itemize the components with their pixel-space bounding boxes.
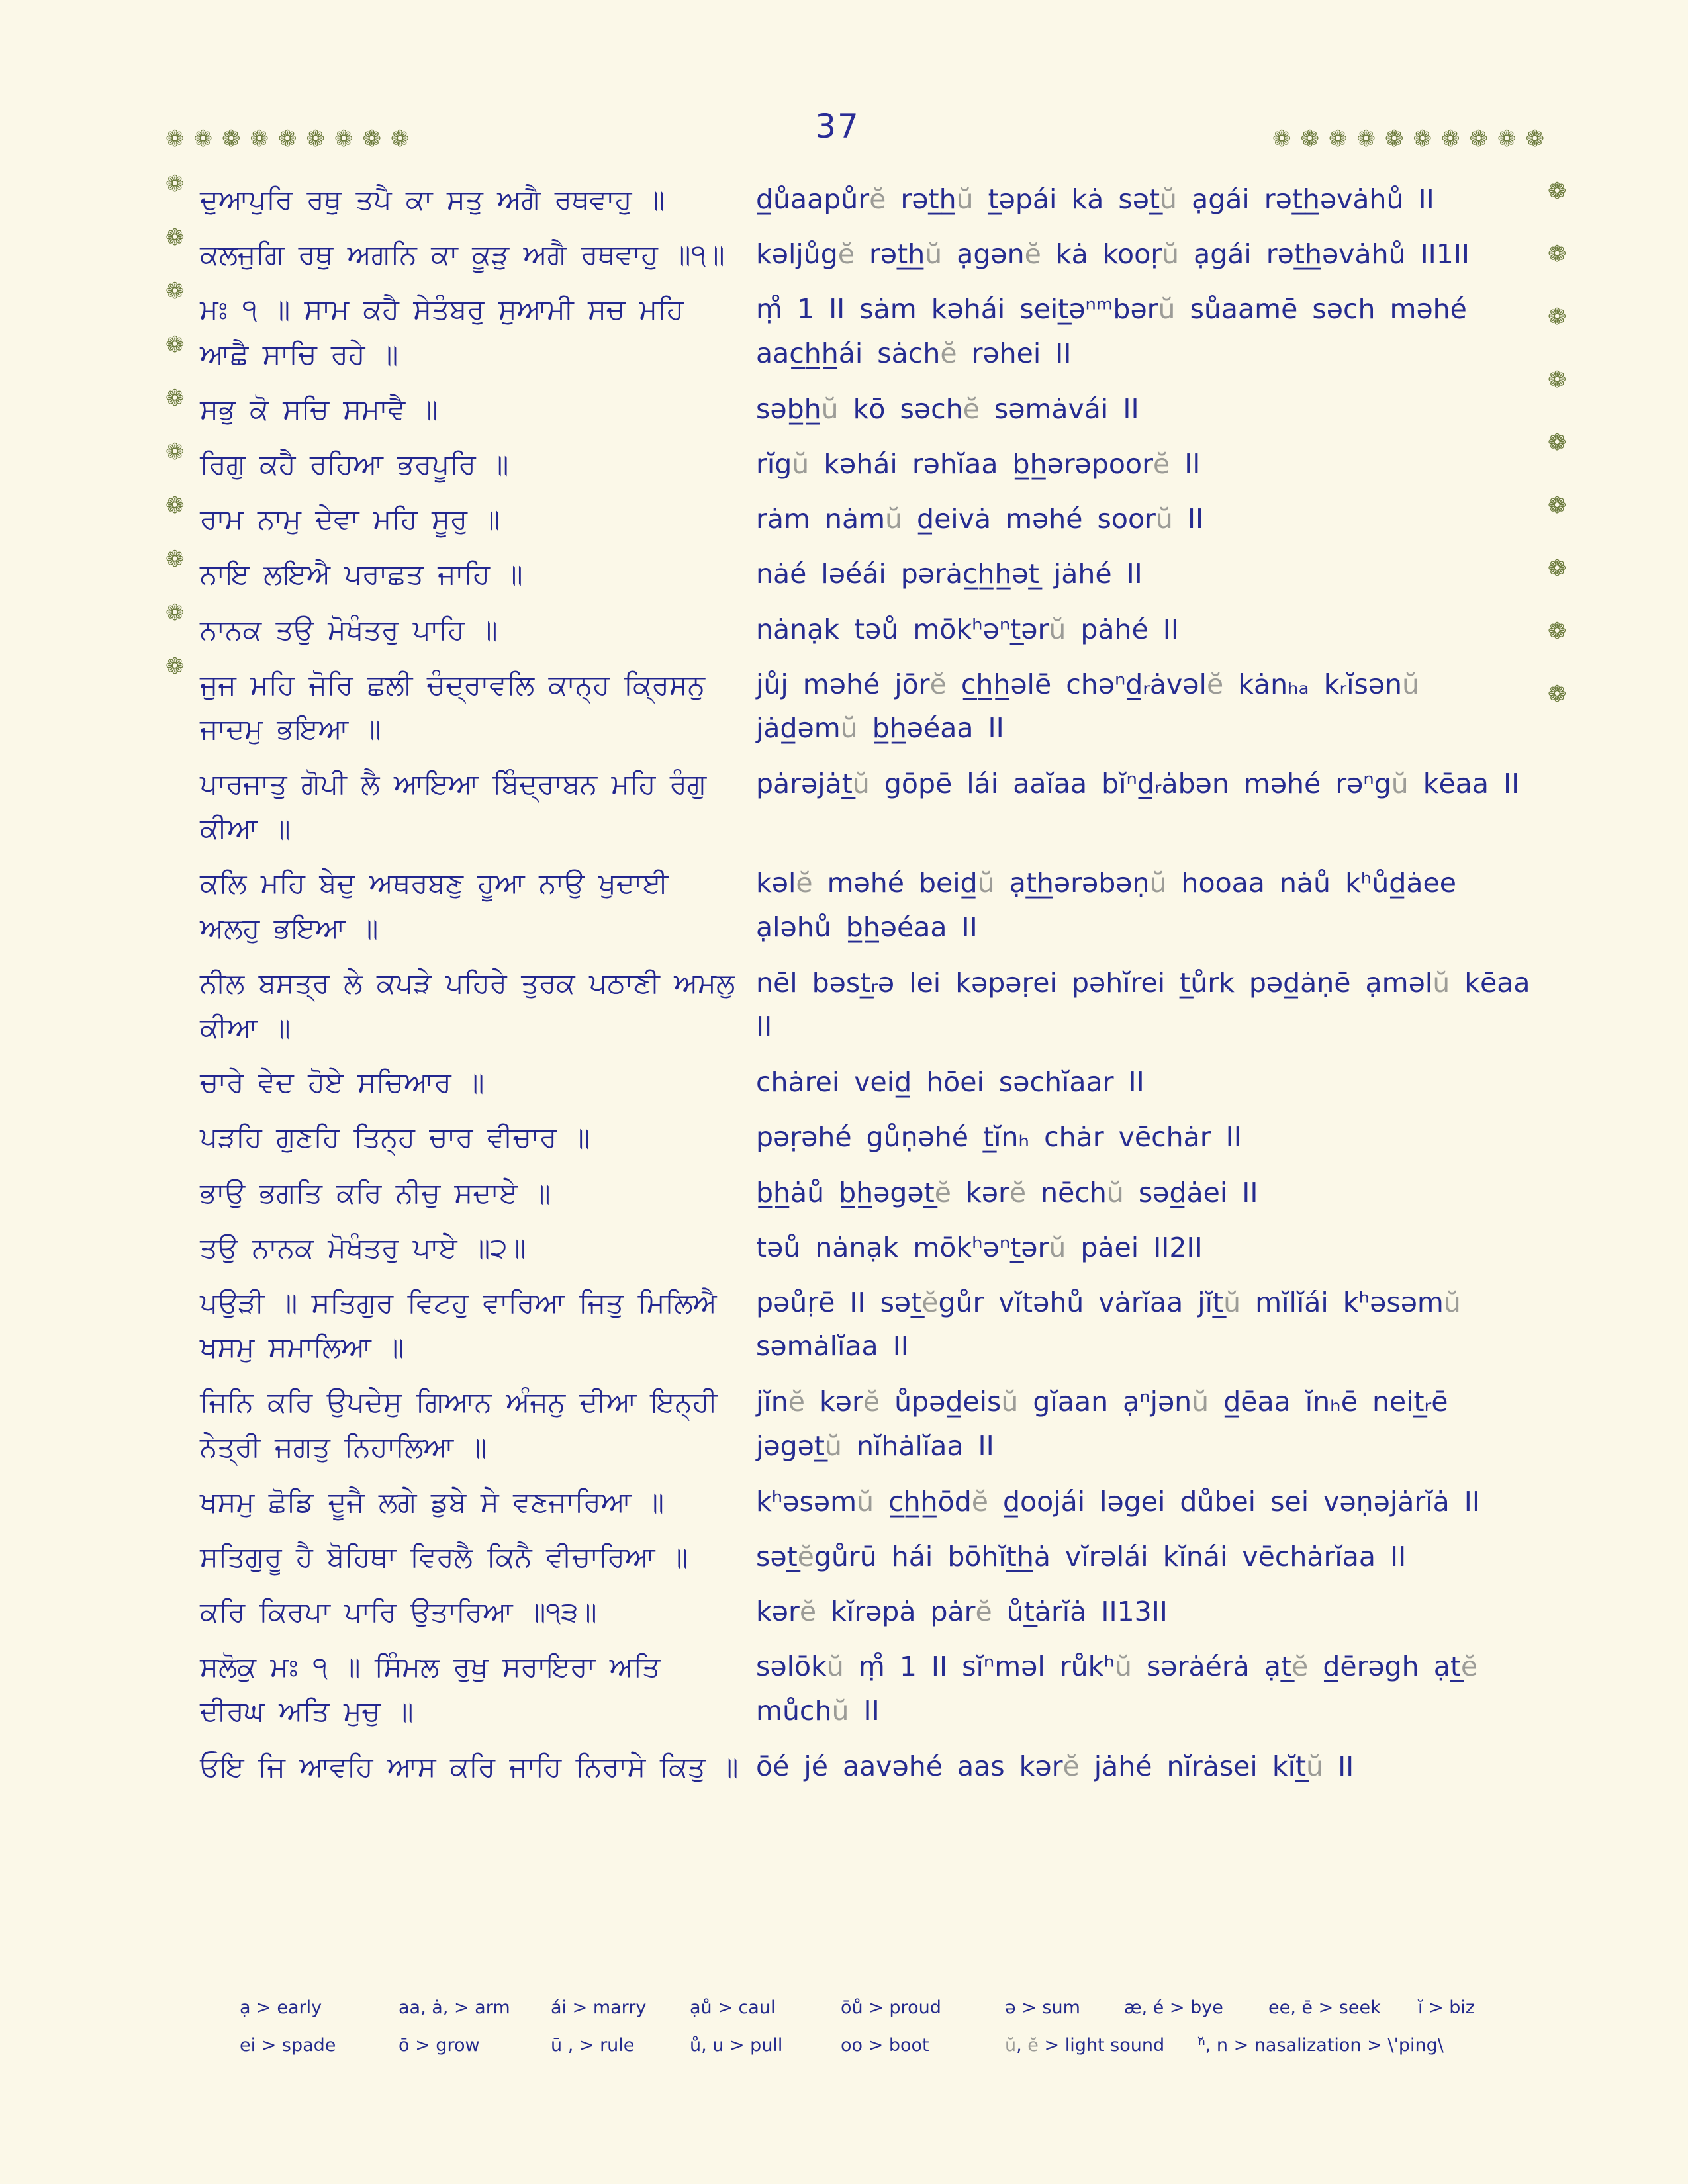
- flower-ornament-icon: ❁: [1548, 430, 1567, 456]
- light-sound-letter: ĕ: [1460, 1651, 1478, 1683]
- verse-gurmukhi: ਰਿਗੁ ਕਹੈ ਰਹਿਆ ਭਰਪੂਰਿ ॥: [200, 447, 509, 480]
- verse-row: [200, 662, 1530, 751]
- verse-row: [200, 762, 1530, 850]
- verse-gurmukhi: ਪੜਹਿ ਗੁਣਹਿ ਤਿਨ੍ਹ ਚਾਰ ਵੀਚਾਰ ॥: [200, 1121, 590, 1154]
- light-sound-letter: ĕ: [797, 1540, 814, 1572]
- verse-row: [200, 497, 1530, 541]
- flower-ornament-icon: ❁: [1300, 126, 1329, 152]
- flower-ornament-icon: ❁: [362, 126, 391, 152]
- light-sound-letter: ŭ: [1391, 768, 1409, 800]
- flower-ornament-icon: ❁: [193, 126, 222, 152]
- verse-row: [200, 1645, 1530, 1733]
- verse-gurmukhi: ਪਾਰਜਾਤੁ ਗੋਪੀ ਲੈ ਆਇਆ ਬਿੰਦ੍ਰਾਬਨ ਮਹਿ ਰੰਗੁ ਕੀਆ ॥: [200, 768, 707, 845]
- flower-ornament-icon: ❁: [1548, 681, 1567, 707]
- verse-gurmukhi: ਨਾਇ ਲਇਐ ਪਰਾਛਤ ਜਾਹਿ ॥: [200, 558, 523, 591]
- pronunciation-key-entry: ee, ē > seek: [1268, 1997, 1381, 2018]
- flower-ornament-icon: ❁: [306, 126, 334, 152]
- flower-ornament-icon: ❁: [391, 126, 419, 152]
- light-sound-letter: ĕ: [971, 1485, 988, 1518]
- verse-gurmukhi: ਮਃ ੧ ॥ ਸਾਮ ਕਹੈ ਸੇਤੰਬਰੁ ਸੁਆਮੀ ਸਚ ਮਹਿ ਆਛੈ ਸਾਚਿ ਰਹੇ ॥: [200, 293, 684, 371]
- verse-transliteration: rĭgŭ kəhái rəhĭaa b̲h̲ərəpoorĕ II: [756, 447, 1201, 480]
- pronunciation-key-entry: ⁿ̆, n > nasalization > \ˈping\: [1198, 2035, 1444, 2056]
- light-sound-letter: ĕ: [1206, 668, 1224, 700]
- verse-row: [200, 552, 1530, 596]
- pronunciation-key-entry: aa, ȧ, > arm: [399, 1997, 510, 2018]
- verse-row: [200, 1115, 1530, 1160]
- verse-transliteration: təů nȧnạk mōkʰəⁿt̲ərŭ pȧei II2II: [756, 1231, 1203, 1263]
- pronunciation-key-entry: ĭ > biz: [1418, 1997, 1476, 2018]
- light-sound-letter: ŭ: [1160, 183, 1178, 215]
- flower-ornament-icon: ❁: [165, 439, 185, 465]
- pronunciation-key-row-2: [240, 2035, 1471, 2056]
- pronunciation-key-entry: ů, u > pull: [690, 2035, 783, 2056]
- light-sound-letter: ŭ: [826, 1651, 844, 1683]
- pronunciation-key-entry: ái > marry: [551, 1997, 647, 2018]
- flower-ornament-icon: ❁: [1441, 126, 1470, 152]
- light-sound-letter: ŭ: [1115, 1651, 1132, 1683]
- verse-transliteration: jůj məhé jōrĕ c̲h̲h̲əlē chəⁿd̲ᵣȧvəlĕ kȧnₕₐ kᵣĭsənŭ jȧd̲əmŭ b̲h̲əéaa II: [756, 668, 1420, 745]
- verse-row: [200, 232, 1530, 277]
- verse-transliteration: kəlĕ məhé beid̲ŭ ạt̲h̲ərəbəṇŭ hooaa nȧů kʰůd̲ȧee ạləhů b̲h̲əéaa II: [756, 867, 1456, 943]
- verse-gurmukhi: ਨੀਲ ਬਸਤ੍ਰ ਲੇ ਕਪੜੇ ਪਹਿਰੇ ਤੁਰਕ ਪਠਾਣੀ ਅਮਲੁ ਕੀਆ ॥: [200, 966, 735, 1044]
- flower-ornament-icon: ❁: [1548, 241, 1567, 267]
- verse-gurmukhi: ਸਭੁ ਕੋ ਸਚਿ ਸਮਾਵੈ ॥: [200, 392, 438, 426]
- light-sound-letter: ŭ: [1049, 613, 1066, 645]
- verse-row: [200, 1745, 1530, 1789]
- verse-gurmukhi: ਸਤਿਗੁਰੂ ਹੈ ਬੋਹਿਥਾ ਵਿਰਲੈ ਕਿਨੈ ਵੀਚਾਰਿਆ ॥: [200, 1540, 688, 1573]
- verse-row: [200, 287, 1530, 376]
- verse-row: [200, 1535, 1530, 1579]
- verse-transliteration: kərĕ kĭrəpȧ pȧrĕ ůt̲ȧrĭȧ II13II: [756, 1596, 1168, 1628]
- verse-transliteration: pəṛəhé gůṇəhé t̲ĭnₕ chȧr vēchȧr II: [756, 1121, 1242, 1154]
- light-sound-letter: ĕ: [799, 1596, 817, 1628]
- light-sound-letter: ŭ: [1402, 668, 1420, 700]
- flower-ornament-icon: ❁: [334, 126, 363, 152]
- verse-row: [200, 442, 1530, 486]
- flower-ornament-icon: ❁: [165, 224, 185, 251]
- light-sound-letter: ĕ: [1027, 2035, 1039, 2056]
- flower-ornament-icon: ❁: [1329, 126, 1357, 152]
- flower-ornament-icon: ❁: [1548, 618, 1567, 645]
- light-sound-letter: ŭ: [821, 392, 839, 425]
- verse-gurmukhi: ਸਲੋਕੁ ਮਃ ੧ ॥ ਸਿੰਮਲ ਰੁਖੁ ਸਰਾਇਰਾ ਅਤਿ ਦੀਰਘ ਅਤਿ ਮੁਚੁ ॥: [200, 1651, 661, 1728]
- verse-row: [200, 861, 1530, 950]
- light-sound-letter: ŭ: [857, 1485, 874, 1518]
- light-sound-letter: ŭ: [792, 447, 810, 480]
- light-sound-letter: ĕ: [929, 668, 947, 700]
- flower-ornament-column-left: [165, 158, 185, 694]
- verse-row: [200, 961, 1530, 1050]
- verse-gurmukhi: ਕਲਜੁਗਿ ਰਥੁ ਅਗਨਿ ਕਾ ਕੂੜੁ ਅਗੈ ਰਥਵਾਹੁ ॥੧॥: [200, 238, 725, 271]
- verse-row: [200, 1226, 1530, 1270]
- verse-transliteration: jĭnĕ kərĕ ůpəd̲eisŭ gĭaan ạⁿjənŭ d̲ēaa ĭnₕē neit̲ᵣē jəgət̲ŭ nĭhȧlĭaa II: [756, 1386, 1448, 1462]
- flower-ornament-icon: ❁: [222, 126, 250, 152]
- pronunciation-key-entry: æ, é > bye: [1124, 1997, 1223, 2018]
- verse-row: [200, 177, 1530, 222]
- verse-transliteration: nȧé ləéái pərȧc̲h̲h̲ət̲ jȧhé II: [756, 558, 1143, 590]
- pronunciation-key-entry: ŭ, ĕ > light sound: [1005, 2035, 1165, 2056]
- flower-ornament-icon: ❁: [1469, 126, 1497, 152]
- flower-ornament-row-top-left: [165, 126, 419, 152]
- light-sound-letter: ŭ: [1162, 238, 1180, 271]
- verse-transliteration: sət̲ĕgůrū hái bōhĭt̲h̲ȧ vĭrəlái kĭnái vēchȧrĭaa II: [756, 1540, 1407, 1572]
- light-sound-letter: ŭ: [1223, 1286, 1241, 1318]
- flower-ornament-icon: ❁: [1497, 126, 1526, 152]
- flower-ornament-icon: ❁: [1548, 492, 1567, 519]
- light-sound-letter: ĕ: [1152, 447, 1170, 480]
- light-sound-letter: ĕ: [934, 1176, 951, 1208]
- flower-ornament-icon: ❁: [165, 126, 194, 152]
- flower-ornament-icon: ❁: [1385, 126, 1413, 152]
- light-sound-letter: ĕ: [975, 1596, 992, 1628]
- verse-gurmukhi: ਪਉੜੀ ॥ ਸਤਿਗੁਰ ਵਿਟਹੁ ਵਾਰਿਆ ਜਿਤੁ ਮਿਲਿਐ ਖਸਮੁ ਸਮਾਲਿਆ ॥: [200, 1286, 717, 1364]
- verse-transliteration: b̲h̲ȧů b̲h̲əgət̲ĕ kərĕ nēchŭ səd̲ȧei II: [756, 1176, 1258, 1208]
- verse-transliteration: kəljůgĕ rət̲h̲ŭ ạgənĕ kȧ kooṛŭ ạgái rət̲h̲əvȧhů II1II: [756, 238, 1470, 271]
- verse-gurmukhi: ਤਉ ਨਾਨਕ ਮੋਖੰਤਰੁ ਪਾਏ ॥੨॥: [200, 1231, 526, 1264]
- flower-ornament-icon: ❁: [165, 171, 185, 197]
- light-sound-letter: ŭ: [831, 1694, 849, 1727]
- light-sound-letter: ŭ: [1192, 1386, 1209, 1418]
- flower-ornament-icon: ❁: [1548, 555, 1567, 582]
- verse-transliteration: rȧm nȧmŭ d̲eivȧ məhé soorŭ II: [756, 503, 1204, 535]
- pronunciation-key-entry: ə > sum: [1005, 1997, 1080, 2018]
- page-number: 37: [815, 107, 860, 146]
- light-sound-letter: ŭ: [1049, 1231, 1066, 1263]
- verse-transliteration: kʰəsəmŭ c̲h̲h̲ōdĕ d̲oojái ləgei důbei sei vəṇəjȧrĭȧ II: [756, 1485, 1480, 1518]
- verse-transliteration: ṃ̊ 1 II sȧm kəhái seit̲əⁿᵐbərŭ sůaamē səch məhé aac̲h̲h̲ái sȧchĕ rəhei II: [756, 293, 1467, 369]
- light-sound-letter: ĕ: [1062, 1750, 1080, 1782]
- light-sound-letter: ĕ: [921, 1286, 939, 1318]
- verse-row: [200, 608, 1530, 652]
- flower-ornament-icon: ❁: [165, 385, 185, 412]
- pronunciation-key-entry: ạ > early: [240, 1997, 322, 2018]
- verse-gurmukhi: ਕਲਿ ਮਹਿ ਬੇਦੁ ਅਥਰਬਣੁ ਹੂਆ ਨਾਉ ਖੁਦਾਈ ਅਲਹੁ ਭਇਆ ॥: [200, 867, 669, 944]
- verse-gurmukhi: ਓਇ ਜਿ ਆਵਹਿ ਆਸ ਕਰਿ ਜਾਹਿ ਨਿਰਾਸੇ ਕਿਤੁ ॥: [200, 1750, 739, 1783]
- pronunciation-key-entry: oo > boot: [841, 2035, 929, 2056]
- flower-ornament-icon: ❁: [1548, 304, 1567, 330]
- pronunciation-key-entry: ạů > caul: [690, 1997, 776, 2018]
- verse-transliteration: ōé jé aavəhé aas kərĕ jȧhé nĭrȧsei kĭt̲ŭ II: [756, 1750, 1354, 1782]
- light-sound-letter: ĕ: [796, 867, 813, 899]
- flower-ornament-icon: ❁: [165, 600, 185, 626]
- flower-ornament-icon: ❁: [165, 492, 185, 519]
- flower-ornament-icon: ❁: [165, 332, 185, 358]
- light-sound-letter: ĕ: [1291, 1651, 1309, 1683]
- light-sound-letter: ĕ: [788, 1386, 806, 1418]
- light-sound-letter: ŭ: [824, 1430, 842, 1462]
- light-sound-letter: ŭ: [840, 712, 858, 745]
- verse-gurmukhi: ਜਿਨਿ ਕਰਿ ਉਪਦੇਸੁ ਗਿਆਨ ਅੰਜਨੁ ਦੀਆ ਇਨ੍ਹੀ ਨੇਤ੍ਰੀ ਜਗਤੁ ਨਿਹਾਲਿਆ ॥: [200, 1386, 718, 1463]
- light-sound-letter: ŭ: [1106, 1176, 1124, 1208]
- light-sound-letter: ŭ: [1432, 966, 1450, 999]
- light-sound-letter: ĕ: [1024, 238, 1041, 271]
- light-sound-letter: ĕ: [869, 183, 886, 215]
- flower-ornament-icon: ❁: [1548, 367, 1567, 393]
- pronunciation-key-row-1: [240, 1997, 1476, 2018]
- verse-row: [200, 1480, 1530, 1524]
- light-sound-letter: ĕ: [1009, 1176, 1027, 1208]
- verse-gurmukhi: ਕਰਿ ਕਿਰਪਾ ਪਾਰਿ ਉਤਾਰਿਆ ॥੧੩॥: [200, 1596, 597, 1629]
- light-sound-letter: ŭ: [925, 238, 943, 271]
- flower-ornament-icon: ❁: [278, 126, 306, 152]
- light-sound-letter: ŭ: [1149, 867, 1167, 899]
- flower-ornament-icon: ❁: [1525, 126, 1554, 152]
- flower-ornament-icon: ❁: [1413, 126, 1441, 152]
- flower-ornament-icon: ❁: [165, 653, 185, 680]
- light-sound-letter: ŭ: [885, 503, 903, 535]
- flower-ornament-icon: ❁: [1548, 178, 1567, 205]
- verse-gurmukhi: ਰਾਮ ਨਾਮੁ ਦੇਵਾ ਮਹਿ ਸੂਰੁ ॥: [200, 503, 500, 536]
- flower-ornament-icon: ❁: [1272, 126, 1301, 152]
- flower-ornament-icon: ❁: [1356, 126, 1385, 152]
- verse-transliteration: səlōkŭ ṃ̊ 1 II sĭⁿməl růkʰŭ sərȧérȧ ạt̲ĕ d̲ērəgh ạt̲ĕ můchŭ II: [756, 1651, 1478, 1727]
- light-sound-letter: ŭ: [852, 768, 870, 800]
- flower-ornament-row-top-right: [1272, 126, 1554, 152]
- verse-gurmukhi: ਖਸਮੁ ਛੋਡਿ ਦੂਜੈ ਲਗੇ ਡੁਬੇ ਸੇ ਵਣਜਾਰਿਆ ॥: [200, 1485, 665, 1518]
- verse-row: [200, 1060, 1530, 1105]
- flower-ornament-icon: ❁: [250, 126, 278, 152]
- flower-ornament-icon: ❁: [165, 546, 185, 572]
- flower-ornament-column-right: [1548, 160, 1567, 726]
- verse-transliteration: d̲ůaapůrĕ rət̲h̲ŭ t̲əpái kȧ sət̲ŭ ạgái rət̲h̲əvȧhů II: [756, 183, 1434, 215]
- verse-transliteration: pȧrəjȧt̲ŭ gōpē lái aaĭaa bĭⁿd̲ᵣȧbən məhé rəⁿgŭ kēaa II: [756, 768, 1520, 800]
- verse-gurmukhi: ਚਾਰੇ ਵੇਦ ਹੋਏ ਸਚਿਆਰ ॥: [200, 1066, 485, 1099]
- light-sound-letter: ĕ: [962, 392, 980, 425]
- light-sound-letter: ŭ: [1306, 1750, 1324, 1782]
- light-sound-letter: ŭ: [1005, 2035, 1017, 2056]
- light-sound-letter: ŭ: [1443, 1286, 1461, 1318]
- verse-row: [200, 1590, 1530, 1634]
- pronunciation-key-entry: ū , > rule: [551, 2035, 635, 2056]
- pronunciation-key-entry: ei > spade: [240, 2035, 336, 2056]
- verse-transliteration: nȧnạk təů mōkʰəⁿt̲ərŭ pȧhé II: [756, 613, 1179, 645]
- verse-list: [200, 177, 1530, 1799]
- light-sound-letter: ŭ: [977, 867, 995, 899]
- verse-row: [200, 387, 1530, 432]
- verse-transliteration: nēl bəst̲ᵣə lei kəpəṛei pəhĭrei t̲ůrk pəd̲ȧṇē ạməlŭ kēaa II: [756, 966, 1530, 1043]
- light-sound-letter: ŭ: [1001, 1386, 1019, 1418]
- verse-row: [200, 1171, 1530, 1215]
- light-sound-letter: ĕ: [837, 238, 855, 271]
- verse-gurmukhi: ਭਾਉ ਭਗਤਿ ਕਰਿ ਨੀਚੁ ਸਦਾਏ ॥: [200, 1176, 551, 1209]
- verse-row: [200, 1281, 1530, 1369]
- verse-transliteration: chȧrei veid̲ hōei səchĭaar II: [756, 1066, 1145, 1099]
- pronunciation-key-entry: ō > grow: [399, 2035, 480, 2056]
- light-sound-letter: ĕ: [940, 337, 957, 369]
- light-sound-letter: ŭ: [1158, 293, 1176, 326]
- flower-ornament-icon: ❁: [165, 278, 185, 304]
- light-sound-letter: ŭ: [956, 183, 974, 215]
- light-sound-letter: ĕ: [863, 1386, 880, 1418]
- verse-gurmukhi: ਨਾਨਕ ਤਉ ਮੋਖੰਤਰੁ ਪਾਹਿ ॥: [200, 613, 498, 646]
- verse-row: [200, 1380, 1530, 1469]
- verse-gurmukhi: ਜੁਜ ਮਹਿ ਜੋਰਿ ਛਲੀ ਚੰਦ੍ਰਾਵਲਿ ਕਾਨ੍ਹ ਕ੍ਰਿਸਨੁ ਜਾਦਮੁ ਭਇਆ ॥: [200, 668, 705, 745]
- light-sound-letter: ŭ: [1155, 503, 1173, 535]
- verse-gurmukhi: ਦੁਆਪੁਰਿ ਰਥੁ ਤਪੈ ਕਾ ਸਤੁ ਅਗੈ ਰਥਵਾਹੁ ॥: [200, 183, 665, 216]
- pronunciation-key-entry: ōů > proud: [841, 1997, 941, 2018]
- verse-transliteration: səb̲h̲ŭ kō səchĕ səmȧvái II: [756, 392, 1139, 425]
- verse-transliteration: pəůṛē II sət̲ĕgůr vĭtəhů vȧrĭaa jĭt̲ŭ mĭlĭái kʰəsəmŭ səmȧlĭaa II: [756, 1286, 1461, 1363]
- pronunciation-key: [240, 1997, 1476, 2073]
